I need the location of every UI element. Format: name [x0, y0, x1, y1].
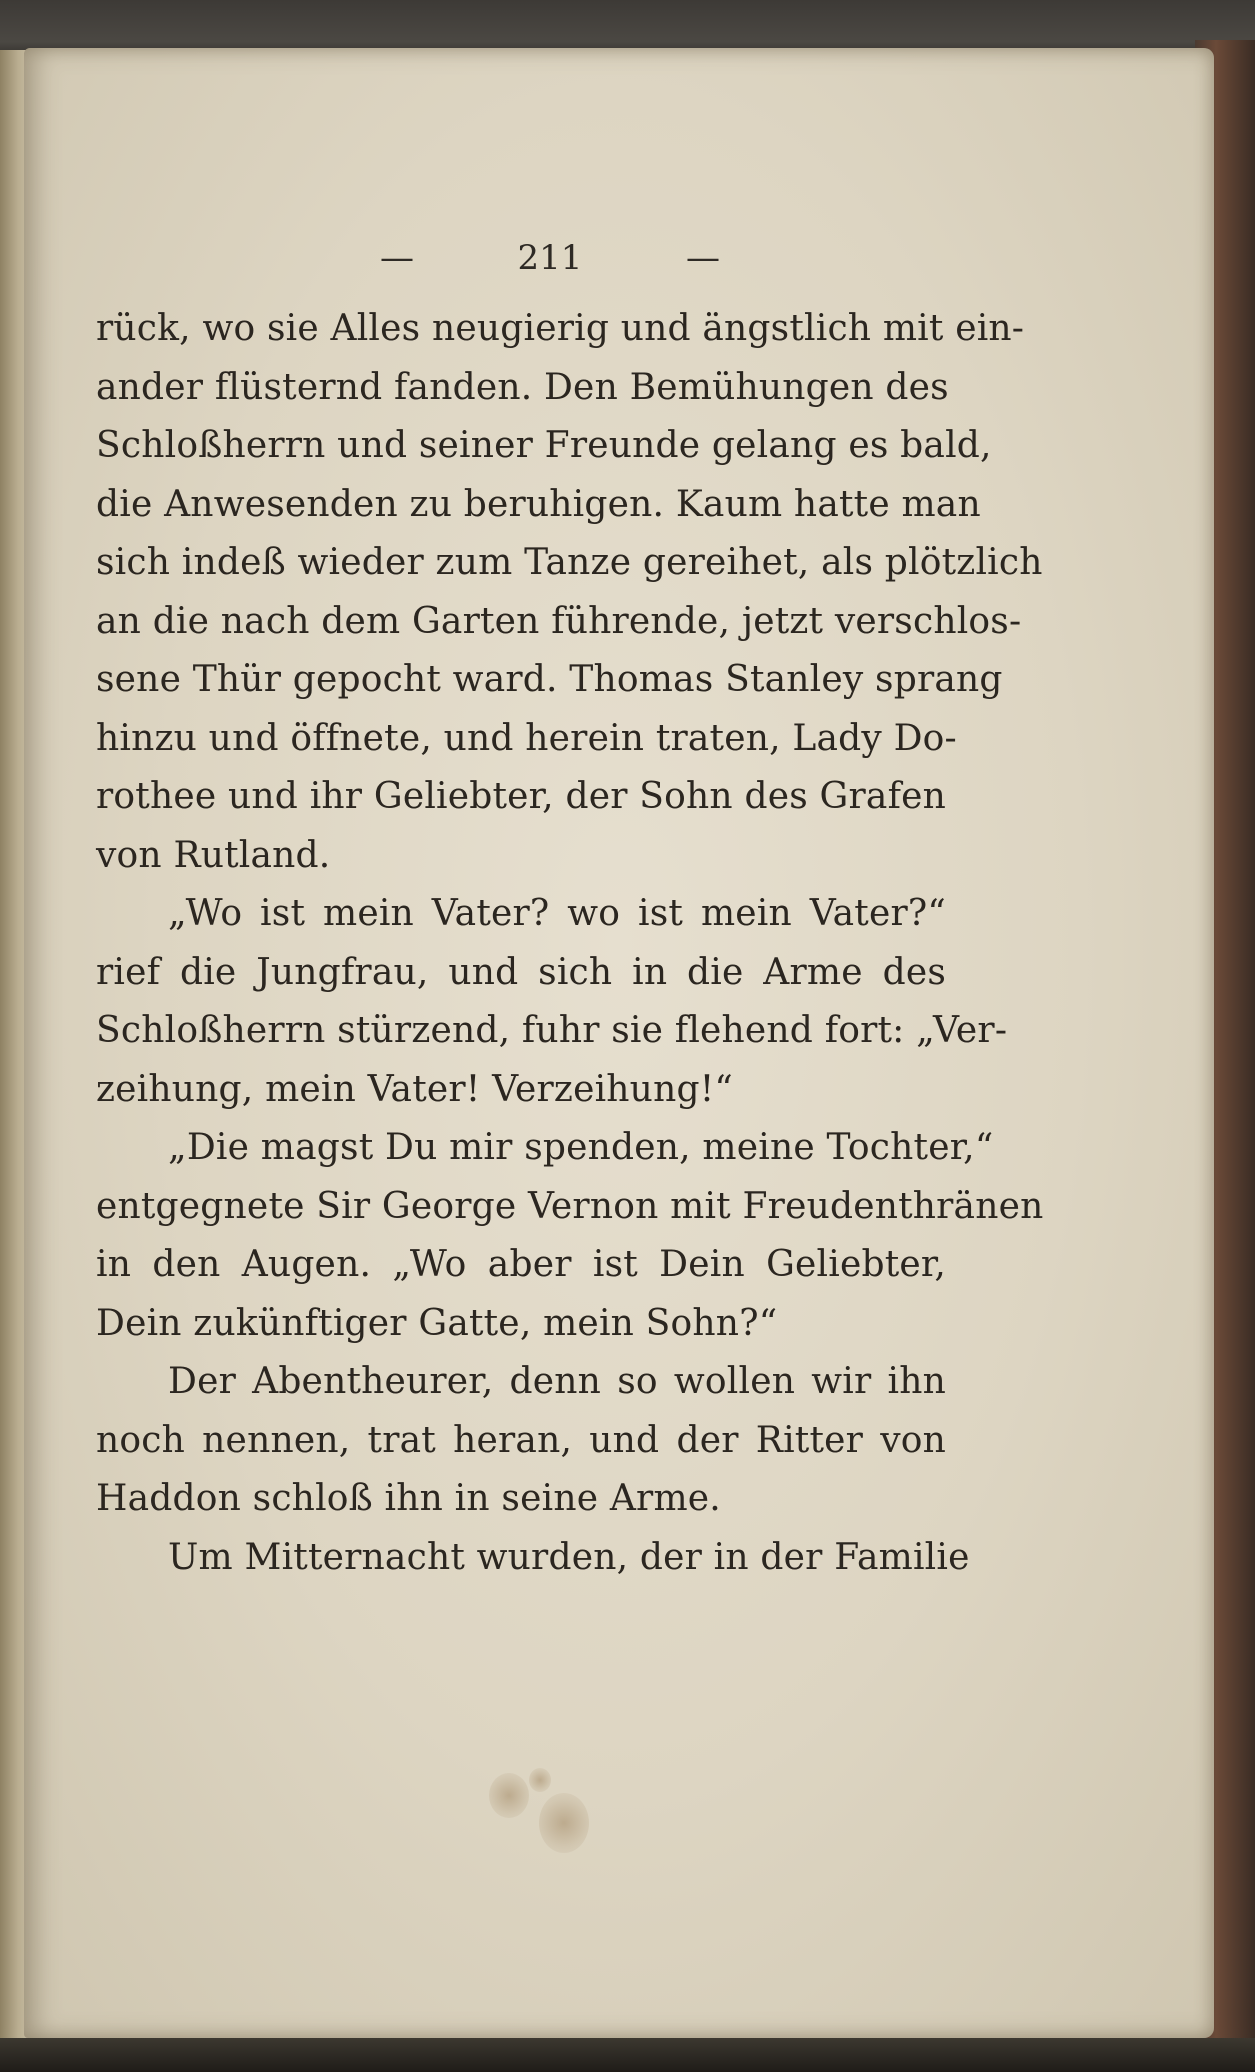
- text-line: noch nennen, trat heran, und der Ritter von: [96, 1419, 946, 1461]
- text-line: Der Abentheurer, denn so wollen wir ihn: [168, 1361, 946, 1402]
- text-line: von Rutland.: [96, 834, 331, 876]
- text-line: sich indeß wieder zum Tanze gereihet, als plötzlich: [96, 542, 1043, 583]
- text-line: ander flüsternd fanden. Den Bemühungen des: [96, 366, 949, 408]
- body-text: [96, 300, 1044, 1587]
- header-dash-right: —: [686, 238, 720, 278]
- page-number: 211: [517, 238, 583, 278]
- text-line: rief die Jungfrau, und sich in die Arme des: [96, 951, 946, 993]
- foxing-stain: [529, 1768, 551, 1792]
- text-line: rück, wo sie Alles neugierig und ängstlich mit ein-: [96, 308, 1025, 349]
- text-line: Um Mitternacht wurden, der in der Familie: [168, 1536, 970, 1578]
- text-line: rothee und ihr Geliebter, der Sohn des Grafen: [96, 776, 946, 817]
- text-line: sene Thür gepocht ward. Thomas Stanley sprang: [96, 659, 1003, 700]
- text-line: „Die magst Du mir spenden, meine Tochter,“: [168, 1127, 994, 1168]
- text-line: Haddon schloß ihn in seine Arme.: [96, 1478, 721, 1519]
- text-line: in den Augen. „Wo aber ist Dein Geliebter,: [96, 1244, 946, 1285]
- paragraph: [96, 1529, 970, 1588]
- foxing-stain: [539, 1793, 589, 1853]
- text-line: Schloßherrn stürzend, fuhr sie flehend fort: „Ver-: [96, 1010, 1008, 1051]
- paragraph: [96, 885, 1008, 1119]
- running-head: [380, 238, 720, 278]
- paragraph: [96, 300, 1043, 885]
- text-line: Schloßherrn und seiner Freunde gelang es bald,: [96, 425, 992, 466]
- text-line: entgegnete Sir George Vernon mit Freudenthränen: [96, 1185, 1044, 1227]
- text-line: zeihung, mein Vater! Verzeihung!“: [96, 1068, 733, 1110]
- text-line: hinzu und öffnete, und herein traten, Lady Do-: [96, 717, 957, 759]
- text-line: „Wo ist mein Vater? wo ist mein Vater?“: [168, 893, 946, 934]
- foxing-stain: [489, 1773, 529, 1818]
- text-line: die Anwesenden zu beruhigen. Kaum hatte man: [96, 483, 981, 525]
- paragraph: [96, 1119, 1044, 1353]
- header-dash-left: —: [380, 238, 414, 278]
- text-line: Dein zukünftiger Gatte, mein Sohn?“: [96, 1302, 778, 1344]
- text-line: an die nach dem Garten führende, jetzt verschlos-: [96, 600, 1022, 642]
- paragraph: [96, 1353, 946, 1529]
- book-cover-bottom-edge: [0, 2038, 1255, 2072]
